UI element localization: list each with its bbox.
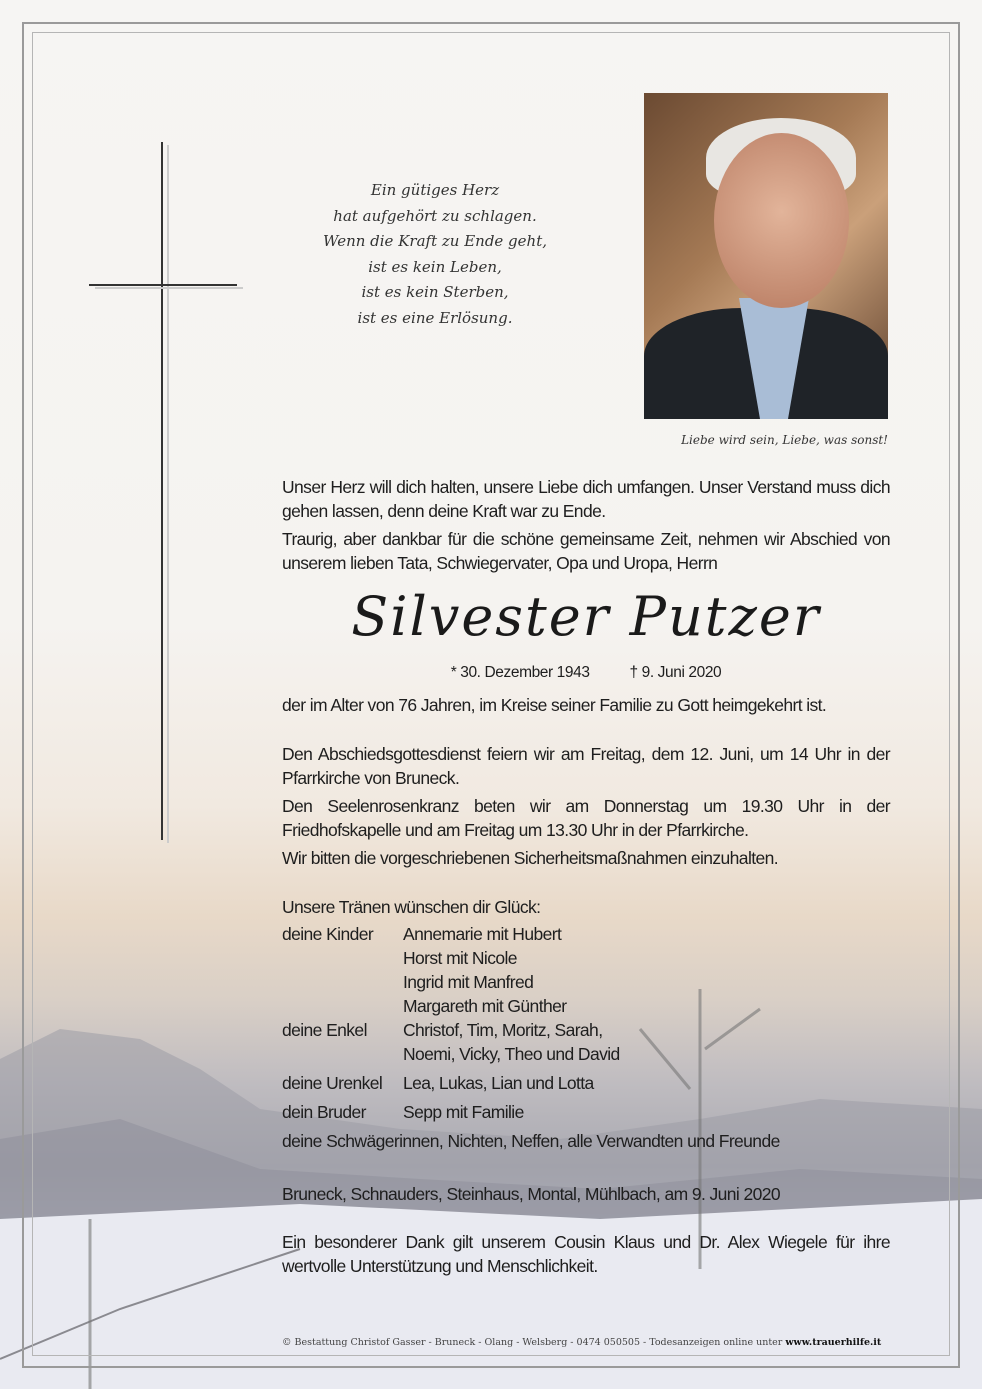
family-name: Horst mit Nicole bbox=[403, 948, 517, 968]
poem-line: Wenn die Kraft zu Ende geht, bbox=[323, 232, 547, 250]
photo-caption: Liebe wird sein, Liebe, was sonst! bbox=[681, 433, 888, 447]
family-name: Christof, Tim, Moritz, Sarah, bbox=[403, 1020, 603, 1040]
place-date: Bruneck, Schnauders, Steinhaus, Montal, Mühlbach, am 9. Juni 2020 bbox=[282, 1184, 780, 1204]
thanks-text: Ein besonderer Dank gilt unserem Cousin Klaus und Dr. Alex Wiegele für ihre wertvolle Unterstützung und Menschlichkeit. bbox=[282, 1232, 890, 1276]
service-paragraph: Den Abschiedsgottesdienst feiern wir am Freitag, dem 12. Juni, um 14 Uhr in der Pfarrkirche von Bruneck. bbox=[282, 744, 890, 788]
family-relation: deine Kinder bbox=[282, 924, 374, 944]
cross-icon bbox=[161, 142, 163, 840]
poem-line: Ein gütiges Herz bbox=[370, 181, 500, 199]
poem-line: ist es eine Erlösung. bbox=[357, 308, 513, 327]
portrait-photo bbox=[644, 93, 888, 419]
footer-link[interactable]: www.trauerhilfe.it bbox=[785, 1337, 882, 1348]
family-list bbox=[282, 922, 780, 1153]
family-closing: deine Schwägerinnen, Nichten, Neffen, alle Verwandten und Freunde bbox=[282, 1131, 780, 1151]
footer bbox=[282, 1337, 882, 1348]
family-relation: deine Urenkel bbox=[282, 1073, 383, 1093]
service-paragraph: Den Seelenrosenkranz beten wir am Donnerstag um 19.30 Uhr in der Friedhofskapelle und am Freitag um 13.30 Uhr in der Pfarrkirche. bbox=[282, 796, 890, 840]
family-name: Sepp mit Familie bbox=[403, 1102, 524, 1122]
death-date: † 9. Juni 2020 bbox=[629, 664, 722, 681]
family-row bbox=[282, 922, 780, 1018]
poem bbox=[290, 178, 580, 331]
family-name: Margareth mit Günther bbox=[403, 996, 567, 1016]
family-relation: deine Enkel bbox=[282, 1020, 367, 1040]
family-name: Ingrid mit Manfred bbox=[403, 972, 534, 992]
family-row bbox=[282, 1071, 780, 1095]
family-relation: dein Bruder bbox=[282, 1102, 366, 1122]
birth-date: * 30. Dezember 1943 bbox=[450, 664, 590, 681]
family-name: Noemi, Vicky, Theo und David bbox=[403, 1044, 620, 1064]
intro-paragraph: Unser Herz will dich halten, unsere Liebe dich umfangen. Unser Verstand muss dich gehen lassen, denn deine Kraft war zu Ende. bbox=[282, 477, 890, 521]
poem-line: ist es kein Leben, bbox=[368, 257, 502, 276]
family-names bbox=[403, 1071, 594, 1095]
poem-line: ist es kein Sterben, bbox=[361, 283, 509, 301]
service-info bbox=[282, 742, 890, 874]
family-row bbox=[282, 1018, 780, 1066]
family-row bbox=[282, 1100, 780, 1124]
family-names bbox=[403, 922, 566, 1018]
deceased-name: Silvester Putzer bbox=[351, 585, 821, 648]
cross-icon-bar bbox=[89, 284, 237, 286]
family-name: Lea, Lukas, Lian und Lotta bbox=[403, 1073, 594, 1093]
intro-paragraph: Traurig, aber dankbar für die schöne gemeinsame Zeit, nehmen wir Abschied von unserem lieben Tata, Schwiegervater, Opa und Uropa, Herrn bbox=[282, 529, 890, 573]
age-line: der im Alter von 76 Jahren, im Kreise seiner Familie zu Gott heimgekehrt ist. bbox=[282, 695, 827, 715]
life-dates bbox=[282, 664, 890, 682]
footer-text: © Bestattung Christof Gasser - Bruneck - Olang - Welsberg - 0474 050505 - Todesanzeigen online unter bbox=[282, 1337, 786, 1348]
family-names bbox=[403, 1018, 620, 1066]
family-heading: Unsere Tränen wünschen dir Glück: bbox=[282, 897, 541, 917]
family-names bbox=[403, 1100, 524, 1124]
family-name: Annemarie mit Hubert bbox=[403, 924, 562, 944]
service-paragraph: Wir bitten die vorgeschriebenen Sicherheitsmaßnahmen einzuhalten. bbox=[282, 848, 779, 868]
intro-text bbox=[282, 475, 890, 579]
poem-line: hat aufgehört zu schlagen. bbox=[333, 206, 537, 225]
